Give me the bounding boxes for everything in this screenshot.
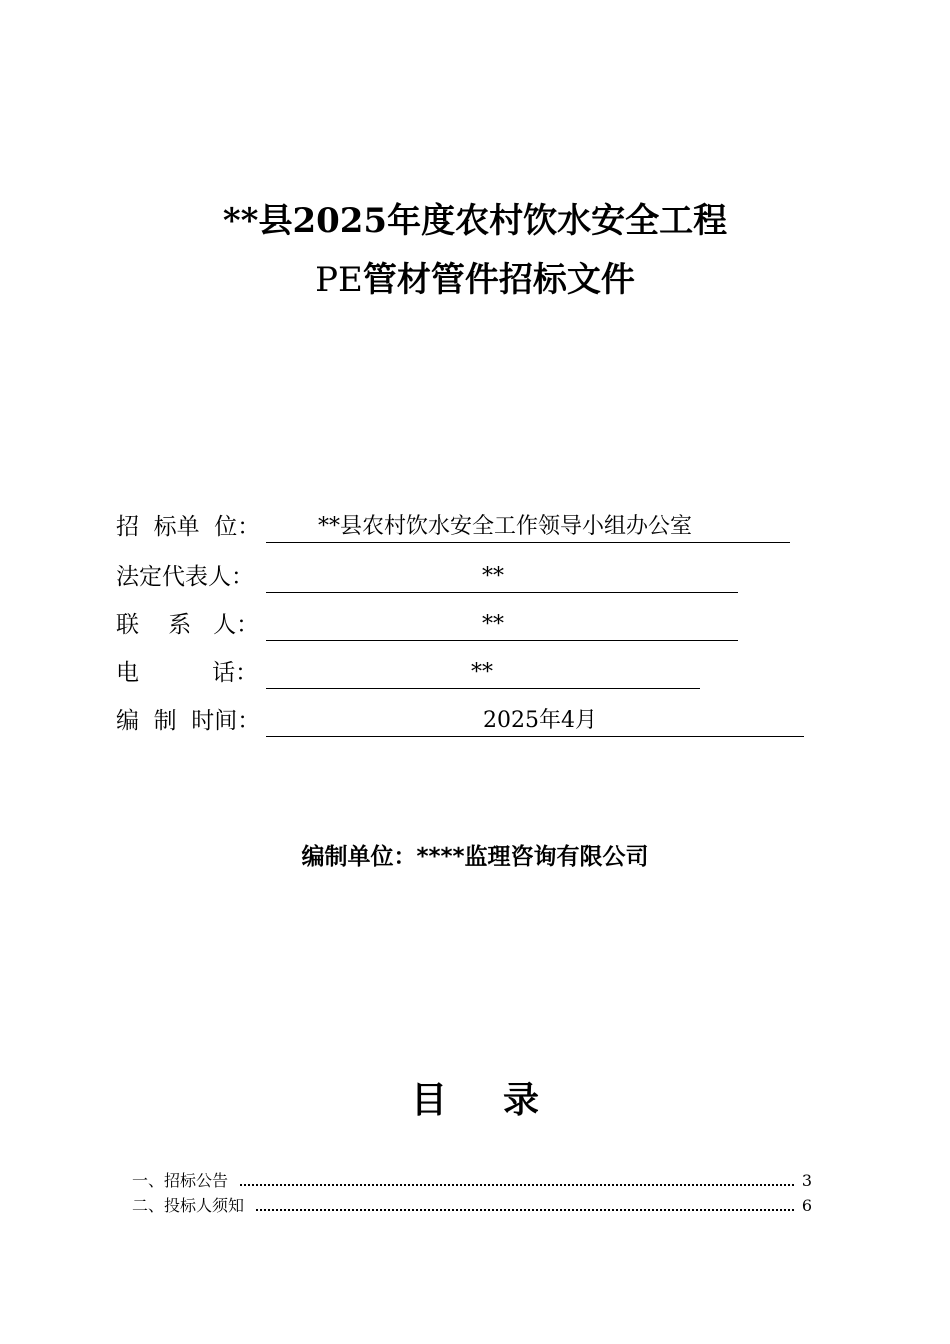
tenderer-value: **县农村饮水安全工作领导小组办公室: [318, 514, 693, 539]
toc-entry-2[interactable]: [132, 1195, 812, 1217]
contact-label: 联 系 人：: [116, 612, 260, 638]
contact-value: **: [482, 612, 504, 637]
contact-field: [266, 610, 738, 641]
date-field: [266, 706, 804, 737]
cover-title-line1: **县2025年度农村饮水安全工程: [222, 201, 728, 241]
phone-label: 电 话：: [116, 660, 259, 686]
toc-entry-1[interactable]: [132, 1170, 812, 1192]
tenderer-field: [266, 512, 790, 543]
phone-value: **: [471, 660, 493, 685]
legal-rep-value: **: [482, 564, 504, 589]
toc-leader-dots: [256, 1209, 794, 1211]
legal-rep-label: 法定代表人：: [116, 564, 254, 590]
tenderer-label: 招 标单 位：: [116, 514, 261, 540]
cover-title-rest: 管材管件招标文件: [362, 260, 635, 300]
toc-entry-page: 3: [801, 1171, 812, 1190]
date-label: 编 制 时间：: [116, 708, 261, 734]
cover-title-prefix: PE: [315, 260, 363, 300]
date-value: 2025年4月: [483, 708, 597, 733]
toc-entry-page: 6: [801, 1196, 812, 1215]
toc-title: [0, 1072, 950, 1123]
legal-rep-field: [266, 562, 738, 593]
cover-title-line2: [0, 252, 950, 301]
toc-leader-dots: [240, 1184, 794, 1186]
phone-field: [266, 658, 700, 689]
toc-title-b: 录: [503, 1080, 540, 1121]
toc-entry-label: 二、投标人须知: [132, 1196, 245, 1215]
toc-entry-label: 一、招标公告: [132, 1171, 229, 1190]
toc-title-a: 目: [410, 1080, 447, 1121]
compiler-unit: 编制单位：****监理咨询有限公司: [301, 844, 649, 870]
